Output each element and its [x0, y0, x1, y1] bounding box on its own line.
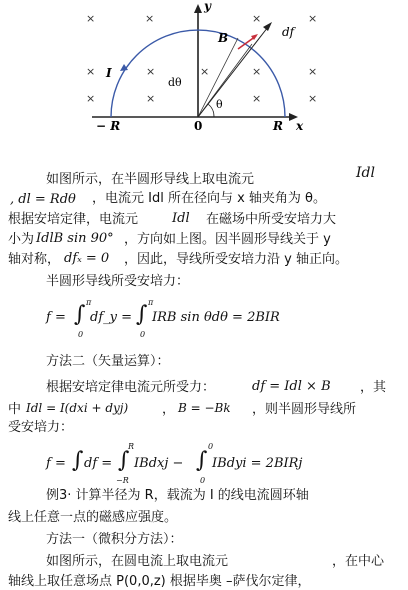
eq1-int2-lower: 0: [140, 330, 146, 339]
eq1-mid: df_y =: [90, 310, 133, 325]
eq2-mid: df =: [84, 456, 113, 471]
dtheta-label: dθ: [168, 76, 182, 89]
para1-line2: ，电流元 Idl 所在径向与 x 轴夹角为 θ。: [92, 191, 327, 206]
eq2-term2: IBdxj −: [134, 456, 184, 471]
eq1-int1-lower: 0: [78, 330, 84, 339]
math-idlb-sin90: IdlB sin 90°: [36, 231, 114, 246]
para2-line1b: ，其: [360, 380, 387, 395]
para1-line4a: 小为: [8, 232, 35, 247]
eq2-rhs: IBdyi = 2BIRj: [212, 456, 303, 471]
para3-line1a: 如图所示，在圆电流上取电流元: [46, 554, 229, 569]
cross-mark: ×: [86, 65, 96, 78]
cross-mark: ×: [308, 12, 318, 25]
para2-line3: 受安培力：: [8, 420, 74, 435]
y-axis-label: y: [204, 0, 211, 13]
df-arrow: [263, 22, 272, 31]
eq2-int2-upper: R: [128, 442, 135, 451]
para2-line1a: 根据安培定律电流元所受力：: [46, 380, 216, 395]
eq1-integral-2: ∫: [136, 302, 148, 327]
eq2-integral-2: ∫: [118, 448, 130, 473]
r-label: R: [273, 119, 283, 133]
para2-line2a: 中: [8, 402, 22, 417]
b-label: B: [218, 31, 229, 45]
para2-comma: ，: [162, 402, 176, 417]
semicircle-figure: [0, 0, 408, 160]
df-label: df: [282, 25, 295, 39]
origin-label: 0: [194, 119, 203, 133]
cross-mark: ×: [86, 92, 96, 105]
cross-mark: ×: [252, 12, 262, 25]
theta-arc: [208, 104, 214, 117]
eq2-integral-1: ∫: [72, 448, 84, 473]
para1-line3b: 在磁场中所受安培力大: [206, 212, 337, 227]
eq1-int1-upper: π: [86, 298, 92, 307]
eq1-int2-upper: π: [148, 298, 154, 307]
cross-mark: ×: [86, 12, 96, 25]
para1-line1: 如图所示，在半圆形导线上取电流元: [46, 172, 255, 187]
para2-line2b: ，则半圆形导线所: [252, 402, 357, 417]
para1-line5a: 轴对称，: [8, 252, 61, 267]
current-label: I: [106, 66, 112, 80]
para1-line6: 半圆形导线所受安培力：: [46, 274, 190, 289]
para1-line3a: 根据安培定律，电流元: [8, 212, 139, 227]
eq1-integral-1: ∫: [74, 302, 86, 327]
math-idl-2: Idl: [172, 211, 190, 226]
equation-1: [0, 296, 408, 340]
cross-mark: ×: [146, 92, 156, 105]
method1-heading: 方法一（微积分方法）：: [46, 532, 183, 547]
math-idl-components: Idl = I(dxi + dyj): [26, 401, 129, 415]
eq2-int3-upper: 0: [208, 442, 214, 451]
cross-mark: ×: [146, 65, 156, 78]
example3-line1: 例3· 计算半径为 R，载流为 I 的线电流圆环轴: [46, 488, 309, 503]
eq1-rhs: IRB sin θdθ = 2BIR: [152, 310, 280, 325]
example3-line2: 线上任意一点的磁感应强度。: [8, 510, 178, 525]
eq2-integral-3: ∫: [196, 448, 208, 473]
eq1-lhs: f =: [46, 310, 66, 325]
equation-2: [0, 440, 408, 484]
x-axis-label: x: [296, 119, 304, 133]
para3-line2: 轴线上取任意场点 P(0,0,z) 根据毕奥 –萨伐尔定律，: [8, 574, 311, 589]
eq2-int3-lower: 0: [200, 476, 206, 485]
math-dfx-zero: dfₓ = 0: [64, 251, 110, 266]
eq2-lhs: f =: [46, 456, 66, 471]
math-df-cross: df = Idl × B: [252, 379, 331, 394]
para1-line4b: ，方向如上图。因半圆形导线关于 y: [124, 232, 331, 247]
theta-label: θ: [216, 98, 223, 111]
method2-heading: 方法二（矢量运算）：: [46, 354, 170, 369]
math-idl-1: Idl: [356, 165, 375, 181]
neg-r-label: − R: [96, 119, 121, 133]
cross-mark: ×: [252, 65, 262, 78]
eq2-int2-lower: −R: [116, 476, 129, 485]
cross-mark: ×: [252, 92, 262, 105]
math-b-vector: B = −Bk: [178, 401, 231, 415]
cross-mark: ×: [145, 12, 155, 25]
cross-mark: ×: [308, 65, 318, 78]
cross-mark: ×: [308, 92, 318, 105]
y-axis-arrow: [194, 4, 202, 13]
math-dl-rdtheta: , dl = Rdθ: [10, 192, 76, 207]
para1-line5b: ，因此，导线所受安培力沿 y 轴正向。: [124, 252, 348, 267]
para3-line1b: ，在中心: [332, 554, 385, 569]
cross-mark: ×: [200, 65, 210, 78]
